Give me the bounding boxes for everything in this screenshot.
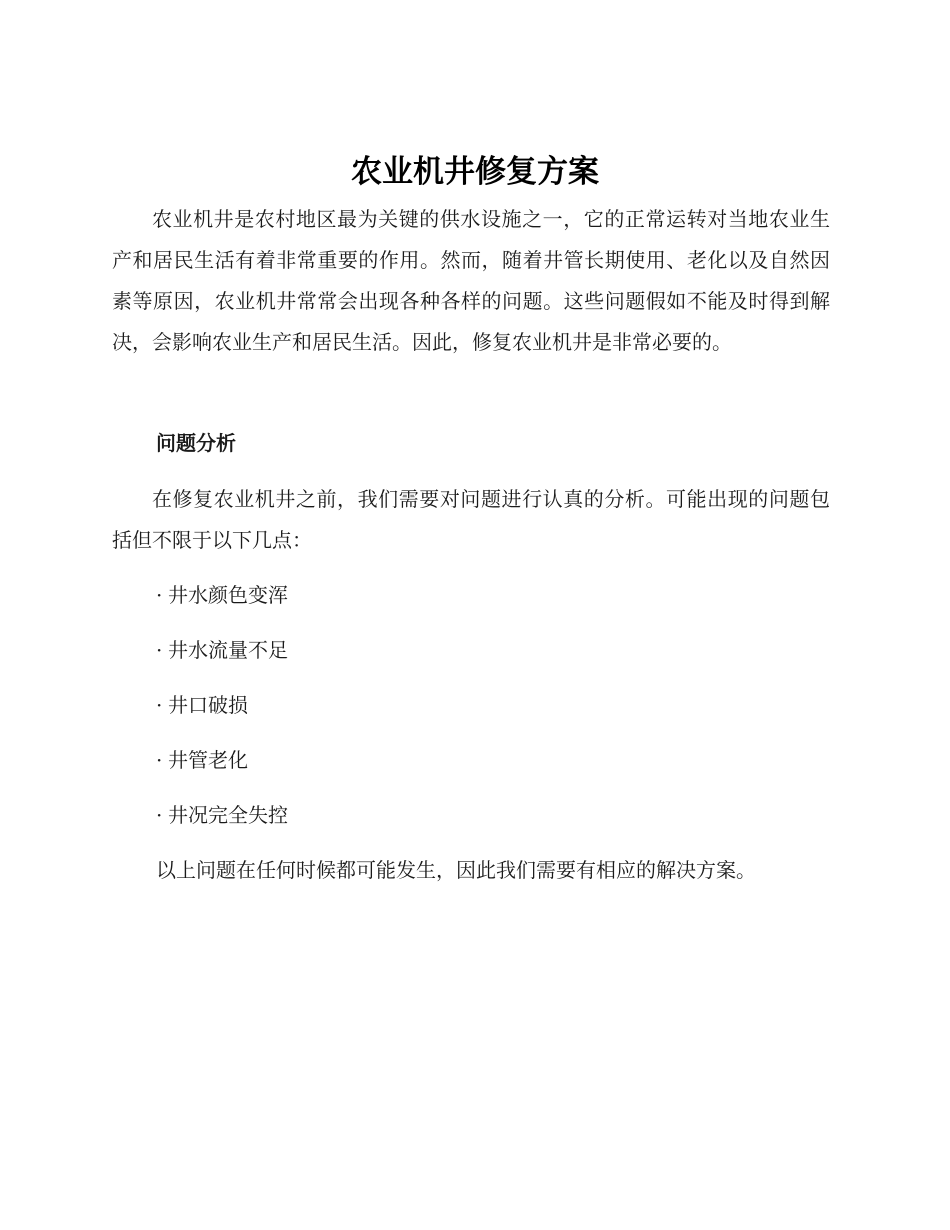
- bullet-icon: ·: [156, 803, 163, 827]
- intro-paragraph: 农业机井是农村地区最为关键的供水设施之一，它的正常运转对当地农业生产和居民生活有着非常重要的作用。然而，随着井管长期使用、老化以及自然因素等原因，农业机井常常会出现各种各样的问题。这些问题假如不能及时得到解决，会影响农业生产和居民生活。因此，修复农业机井是非常必要的。: [112, 207, 830, 354]
- list-item: [156, 794, 288, 849]
- list-item: [156, 629, 288, 684]
- conclusion-paragraph: 以上问题在任何时候都可能发生，因此我们需要有相应的解决方案。: [156, 858, 756, 882]
- list-item: [156, 739, 288, 794]
- list-item-text: 井水颜色变浑: [168, 583, 288, 607]
- list-item: [156, 684, 288, 739]
- problem-list: [156, 574, 288, 849]
- list-item-text: 井况完全失控: [168, 803, 288, 827]
- list-item-text: 井水流量不足: [168, 638, 288, 662]
- bullet-icon: ·: [156, 583, 163, 607]
- list-item-text: 井管老化: [168, 748, 248, 772]
- bullet-icon: ·: [156, 638, 163, 662]
- bullet-icon: ·: [156, 748, 163, 772]
- list-item-text: 井口破损: [168, 693, 248, 717]
- bullet-icon: ·: [156, 693, 163, 717]
- document-title: 农业机井修复方案: [351, 154, 599, 190]
- section-heading: 问题分析: [156, 431, 236, 455]
- analysis-paragraph: 在修复农业机井之前，我们需要对问题进行认真的分析。可能出现的问题包括但不限于以下几点：: [112, 487, 830, 552]
- list-item: [156, 574, 288, 629]
